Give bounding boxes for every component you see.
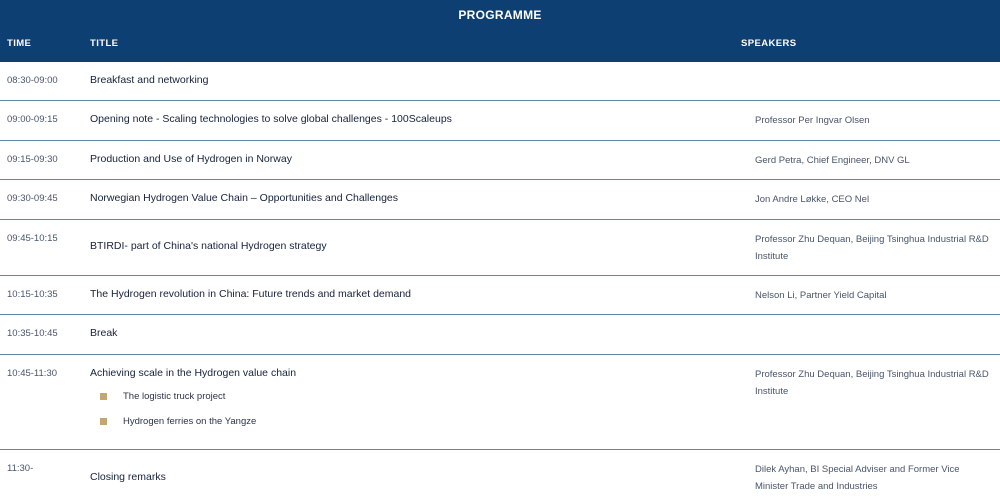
table-row [0, 276, 1000, 315]
session-time: 10:35-10:45 [7, 328, 58, 339]
session-time: 09:30-09:45 [7, 193, 58, 204]
list-item [100, 415, 256, 440]
session-time: 11:30- [7, 463, 34, 474]
session-time: 09:45-10:15 [7, 233, 58, 244]
table-row [0, 315, 1000, 355]
session-speaker: Professor Zhu Dequan, Beijing Tsinghua Industrial R&D Institute [755, 234, 989, 262]
session-title: Closing remarks [90, 471, 166, 483]
subtopic-label: Hydrogen ferries on the Yangze [123, 416, 257, 427]
session-time: 09:00-09:15 [7, 114, 58, 125]
session-title: BTIRDI- part of China's national Hydrogen strategy [90, 240, 327, 252]
session-title: Production and Use of Hydrogen in Norway [90, 153, 292, 165]
square-bullet-icon [100, 418, 107, 425]
table-row [0, 141, 1000, 180]
column-header-speakers: SPEAKERS [741, 38, 797, 49]
session-time: 10:15-10:35 [7, 289, 58, 300]
session-time: 10:45-11:30 [7, 368, 58, 379]
session-title: The Hydrogen revolution in China: Future trends and market demand [90, 288, 412, 300]
column-header-time: TIME [7, 38, 32, 49]
table-row [0, 355, 1000, 450]
list-item [100, 390, 256, 415]
session-time: 08:30-09:00 [7, 75, 58, 86]
session-speaker: Professor Per Ingvar Olsen [755, 115, 870, 126]
session-title: Breakfast and networking [90, 74, 209, 86]
session-title: Achieving scale in the Hydrogen value chain [90, 367, 297, 379]
programme-title: PROGRAMME [458, 8, 542, 22]
table-row [0, 450, 1000, 502]
programme-table [0, 62, 1000, 502]
session-speaker: Jon Andre Løkke, CEO Nel [755, 194, 870, 205]
table-row [0, 101, 1000, 141]
subtopic-label: The logistic truck project [123, 391, 226, 402]
table-row [0, 180, 1000, 220]
session-speaker: Nelson Li, Partner Yield Capital [755, 290, 887, 301]
square-bullet-icon [100, 393, 107, 400]
session-time: 09:15-09:30 [7, 154, 58, 165]
session-title: Norwegian Hydrogen Value Chain – Opportunities and Challenges [90, 192, 398, 204]
table-row [0, 62, 1000, 101]
session-speaker: Gerd Petra, Chief Engineer, DNV GL [755, 155, 910, 166]
session-speaker: Dilek Ayhan, BI Special Adviser and Former Vice Minister Trade and Industries [755, 464, 960, 492]
session-title: Opening note - Scaling technologies to solve global challenges - 100Scaleups [90, 113, 452, 125]
session-title: Break [90, 327, 118, 339]
table-row [0, 220, 1000, 276]
programme-header [0, 0, 1000, 62]
session-speaker: Professor Zhu Dequan, Beijing Tsinghua Industrial R&D Institute [755, 369, 989, 397]
column-header-title: TITLE [90, 38, 119, 49]
session-subtopics [100, 390, 256, 440]
